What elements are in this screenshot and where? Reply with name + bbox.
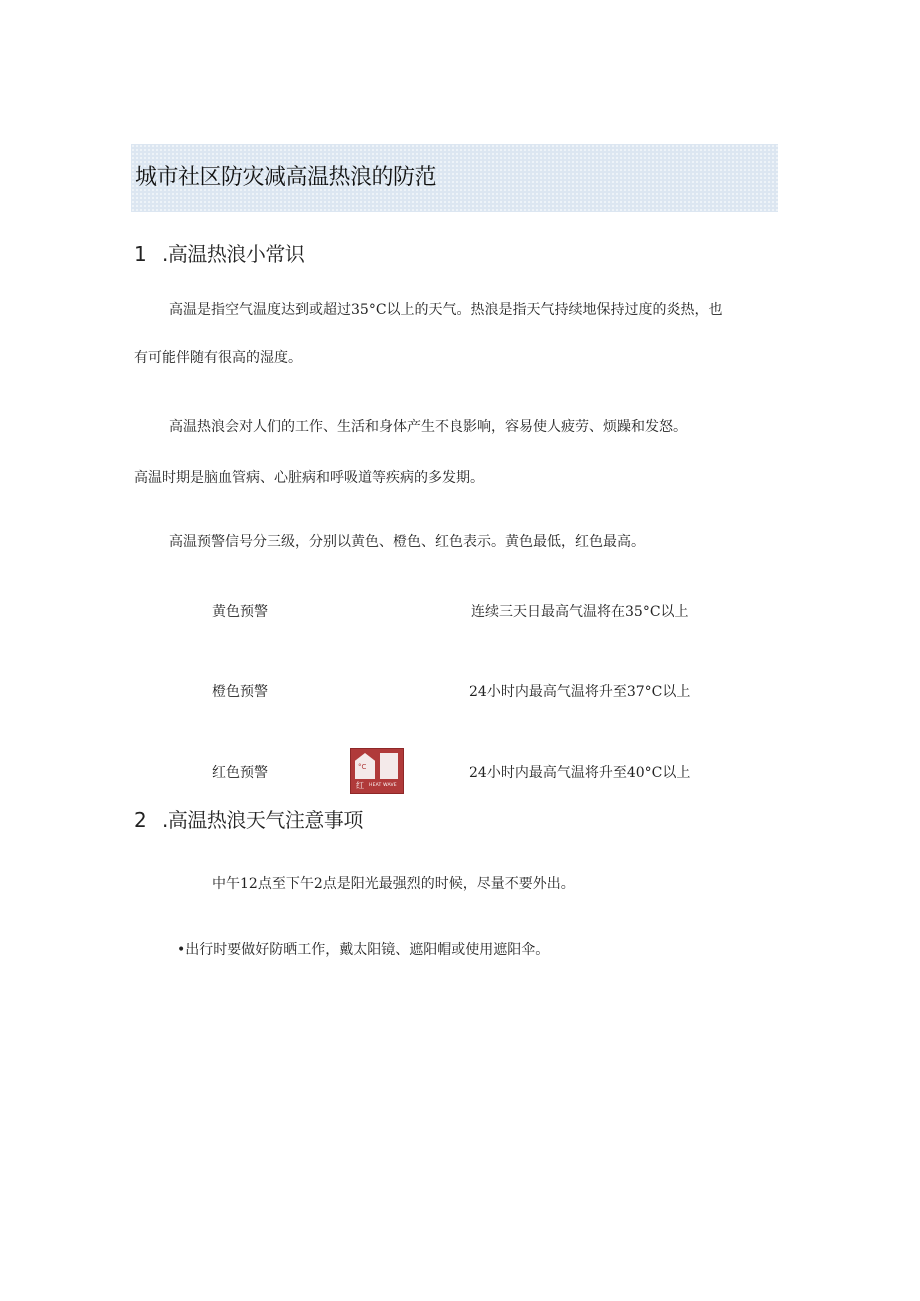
badge-side-panel [380,753,398,779]
para2-line1: 高温热浪会对人们的工作、生活和身体产生不良影响，容易使人疲劳、烦躁和发怒。 [169,419,687,435]
warning-level-red: 红色预警 [212,765,268,781]
heat-wave-red-warning-icon [350,748,404,794]
section2-line1: 中午12点至下午2点是阳光最强烈的时候，尽量不要外出。 [212,876,575,892]
warning-desc-yellow: 连续三天日最高气温将在35°C以上 [471,604,689,620]
para2-line2: 高温时期是脑血管病、心脏病和呼吸道等疾病的多发期。 [134,470,484,486]
badge-caption: HEAT WAVE [369,783,397,788]
para3: 高温预警信号分三级，分别以黄色、橙色、红色表示。黄色最低，红色最高。 [169,534,645,550]
badge-celsius-label: °C [358,763,367,771]
badge-red-char: 红 [356,781,364,790]
warning-desc-orange: 24小时内最高气温将升至37°C以上 [469,684,691,700]
document-title: 城市社区防灾减高温热浪的防范 [135,165,437,190]
section-2-heading [134,804,363,833]
section2-line2: •出行时要做好防晒工作，戴太阳镜、遮阳帽或使用遮阳伞。 [177,942,550,958]
section-2-title: .高温热浪天气注意事项 [162,808,363,832]
warning-level-yellow: 黄色预警 [212,604,268,620]
para1-line1: 高温是指空气温度达到或超过35°C以上的天气。热浪是指天气持续地保持过度的炎热，也 [169,302,723,318]
warning-level-orange: 橙色预警 [212,684,268,700]
section-2-number: 2 [134,808,147,832]
section-1-number: 1 [134,242,147,266]
warning-desc-red: 24小时内最高气温将升至40°C以上 [469,765,691,781]
section-1-title: .高温热浪小常识 [162,242,305,266]
para1-line2: 有可能伴随有很高的湿度。 [134,350,302,366]
section-1-heading [134,238,304,267]
